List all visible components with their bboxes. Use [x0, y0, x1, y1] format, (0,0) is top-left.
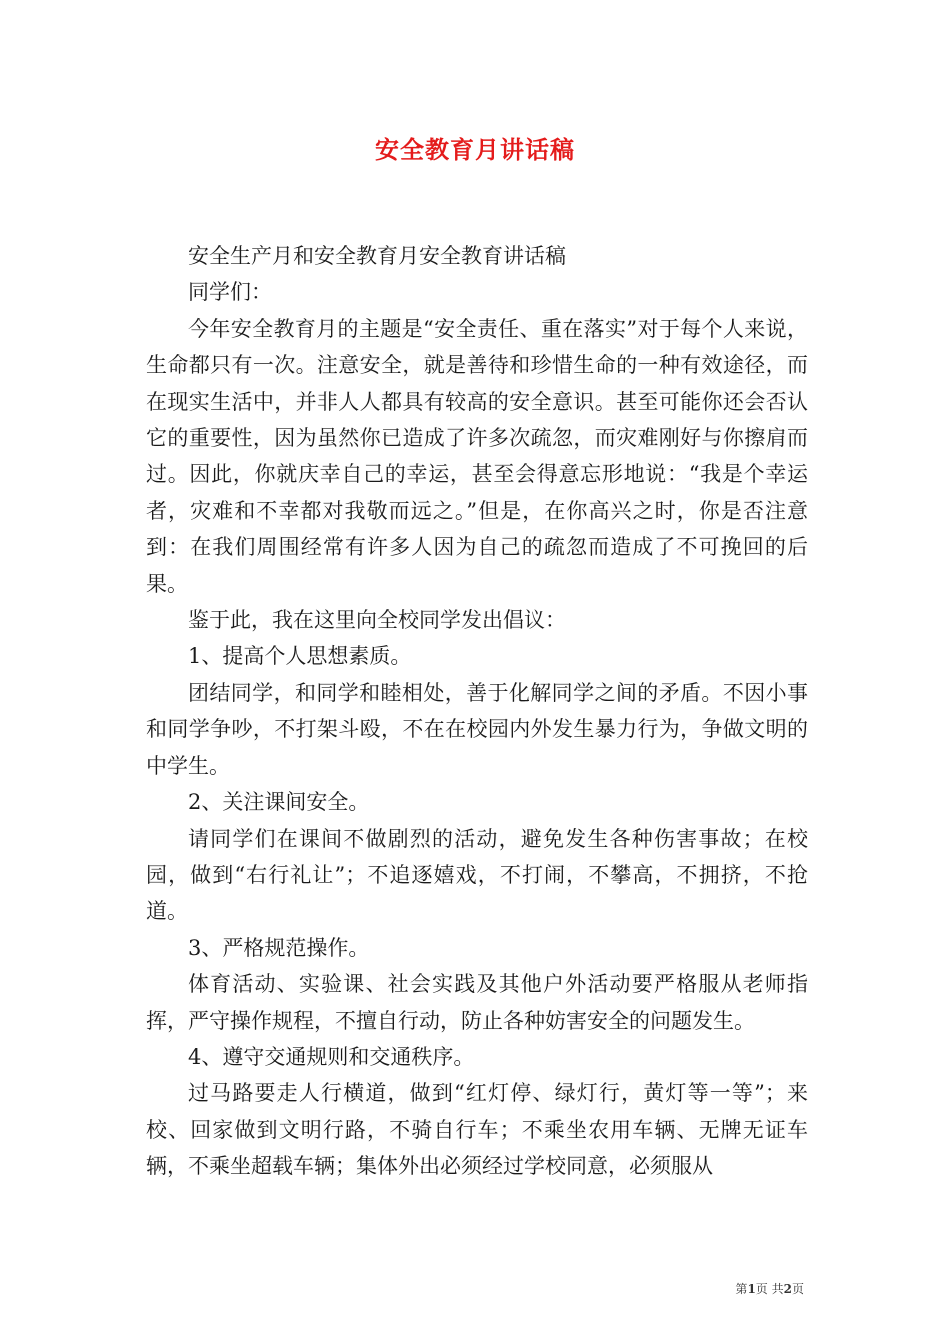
document-title: 安全教育月讲话稿	[375, 135, 575, 164]
body-paragraph: 今年安全教育月的主题是“安全责任、重在落实”对于每个人来说，生命都只有一次。注意安全，就是善待和珍惜生命的一种有效途径，而在现实生活中，并非人人都具有较高的安全意识。甚至可能你还会否认它的重要性，因为虽然你已造成了许多次疏忽，而灾难刚好与你擦肩而过。因此，你就庆幸自己的幸运，甚至会得意忘形地说：“我是个幸运者，灾难和不幸都对我敬而远之。”但是，在你高兴之时，你是否注意到：在我们周围经常有许多人因为自己的疏忽而造成了不可挽回的后果。	[146, 316, 808, 596]
salutation-paragraph: 同学们：	[188, 280, 272, 305]
list-heading: 1、提高个人思想素质。	[188, 644, 412, 669]
footer-suffix: 页	[791, 1282, 804, 1296]
body-paragraph: 过马路要走人行横道，做到“红灯停、绿灯行，黄灯等一等”；来校、回家做到文明行路，不骑自行车；不乘坐农用车辆、无牌无证车辆，不乘坐超载车辆；集体外出必须经过学校同意，必须服从	[146, 1081, 808, 1179]
body-paragraph: 请同学们在课间不做剧烈的活动，避免发生各种伤害事故；在校园，做到“右行礼让”；不追逐嬉戏，不打闹，不攀高，不拥挤，不抢道。	[146, 826, 808, 924]
footer-total-pages: 2	[783, 1282, 792, 1296]
body-paragraph: 鉴于此，我在这里向全校同学发出倡议：	[188, 608, 566, 633]
body-paragraph: 团结同学，和同学和睦相处，善于化解同学之间的矛盾。不因小事和同学争吵，不打架斗殴，不在在校园内外发生暴力行为，争做文明的中学生。	[146, 680, 808, 778]
subtitle-paragraph: 安全生产月和安全教育月安全教育讲话稿	[188, 244, 566, 268]
body-paragraph: 体育活动、实验课、社会实践及其他户外活动要严格服从老师指挥，严守操作规程，不擅自行动，防止各种妨害安全的问题发生。	[146, 972, 808, 1033]
document-body	[146, 238, 808, 1185]
list-heading: 2、关注课间安全。	[188, 790, 370, 815]
footer-page-number: 1	[747, 1282, 756, 1296]
list-heading: 4、遵守交通规则和交通秩序。	[188, 1044, 475, 1069]
footer-prefix: 第	[735, 1282, 748, 1296]
footer-middle: 页 共	[755, 1282, 784, 1296]
list-heading: 3、严格规范操作。	[188, 935, 370, 960]
page-number-footer	[735, 1280, 804, 1297]
